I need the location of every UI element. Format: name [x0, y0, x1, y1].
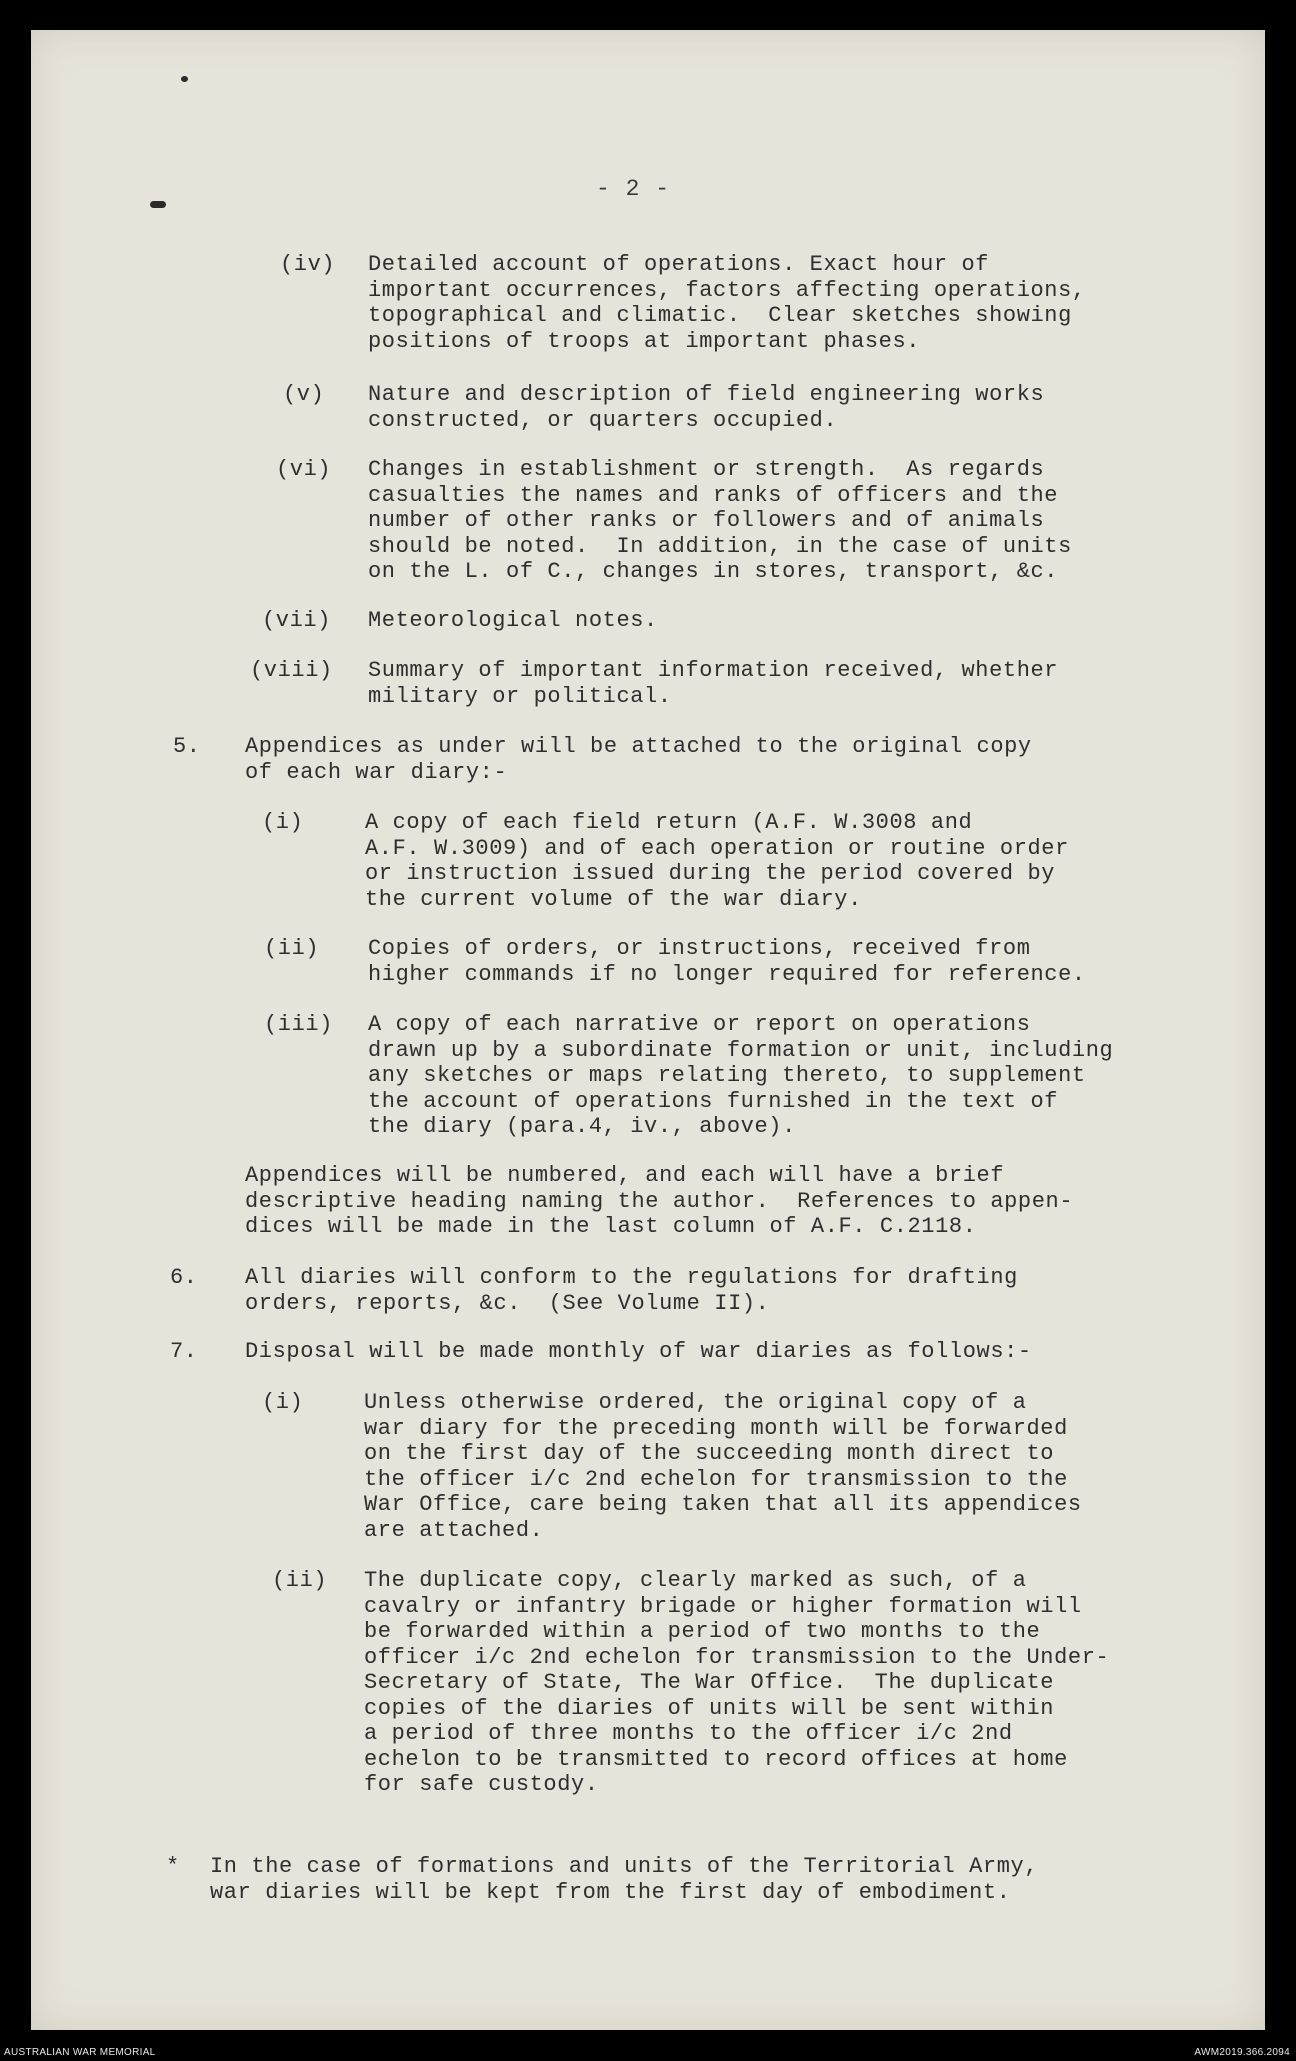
paragraph-line: war diary for the preceding month will be forwarded [364, 1415, 1068, 1441]
paragraph-line: Nature and description of field engineering works [368, 382, 1045, 407]
paragraph-line: A copy of each field return (A.F. W.3008 and [365, 810, 973, 835]
paragraph-line: cavalry or infantry brigade or higher formation will [364, 1593, 1082, 1619]
paragraph-line: officer i/c 2nd echelon for transmission to the Under- [364, 1644, 1110, 1670]
paragraph-line: number of other ranks or followers and of animals [368, 508, 1045, 533]
paragraph-line: Meteorological notes. [368, 608, 658, 633]
paragraph-label: (viii) [250, 658, 333, 683]
paragraph-line: orders, reports, &c. (See Volume II). [245, 1290, 770, 1316]
paragraph-line: descriptive heading naming the author. References to appen- [245, 1188, 1074, 1214]
paragraph-label: 6. [170, 1265, 198, 1290]
page-number: - 2 - [596, 176, 671, 202]
punch-hole-mark [150, 201, 166, 208]
paragraph-label: (iv) [280, 252, 336, 277]
paragraph-label: (i) [262, 1390, 304, 1415]
paragraph-line: Detailed account of operations. Exact hour of [368, 252, 990, 277]
punch-hole-mark [181, 76, 188, 82]
paragraph-line: any sketches or maps relating thereto, to supplement [368, 1063, 1086, 1088]
paragraph-line: War Office, care being taken that all its appendices [364, 1492, 1082, 1517]
footnote-line: In the case of formations and units of the Territorial Army, [210, 1854, 1039, 1879]
paragraph-line: Appendices will be numbered, and each will have a brief [245, 1163, 1005, 1188]
footnote-mark: * [166, 1854, 180, 1879]
paragraph-line: should be noted. In addition, in the case of units [368, 533, 1072, 559]
paragraph-line: drawn up by a subordinate formation or unit, including [368, 1037, 1114, 1063]
paragraph-line: constructed, or quarters occupied. [368, 407, 838, 433]
paragraph-line: casualties the names and ranks of officers and the [368, 482, 1059, 508]
paragraph-label: 7. [170, 1339, 198, 1364]
paragraph-line: are attached. [364, 1517, 544, 1543]
paragraph-line: the diary (para.4, iv., above). [368, 1114, 796, 1139]
paragraph-line: the officer i/c 2nd echelon for transmission to the [364, 1466, 1068, 1492]
paragraph-line: copies of the diaries of units will be sent within [364, 1695, 1055, 1721]
paragraph-label: (vi) [276, 457, 332, 482]
paragraph-line: Copies of orders, or instructions, received from [368, 936, 1031, 961]
paragraph-line: topographical and climatic. Clear sketches showing [368, 303, 1072, 328]
paragraph-label: (ii) [264, 936, 320, 961]
paragraph-label: (ii) [272, 1568, 328, 1593]
paragraph-line: or instruction issued during the period covered by [365, 861, 1056, 886]
paragraph-line: for safe custody. [364, 1772, 599, 1797]
paragraph-line: military or political. [368, 683, 672, 709]
paragraph-line: higher commands if no longer required for reference. [368, 961, 1086, 987]
footer-accession-number: AWM2019.366.2094 [1194, 2047, 1290, 2058]
paragraph-line: on the L. of C., changes in stores, transport, &c. [368, 559, 1059, 584]
paragraph-line: be forwarded within a period of two months to the [364, 1619, 1041, 1644]
paragraph-label: (vii) [262, 608, 332, 633]
paragraph-line: on the first day of the succeeding month direct to [364, 1441, 1055, 1466]
paragraph-line: Disposal will be made monthly of war diaries as follows:- [245, 1339, 1032, 1364]
paragraph-line: Summary of important information received, whether [368, 658, 1059, 683]
paragraph-label: (v) [283, 382, 325, 407]
paragraph-line: the current volume of the war diary. [365, 886, 862, 912]
paragraph-line: positions of troops at important phases. [368, 328, 921, 354]
paragraph-line: the account of operations furnished in the text of [368, 1088, 1059, 1114]
paragraph-line: Appendices as under will be attached to the original copy [245, 734, 1032, 759]
paragraph-line: Changes in establishment or strength. As regards [368, 457, 1045, 482]
footnote-line: war diaries will be kept from the first day of embodiment. [210, 1879, 1011, 1905]
paragraph-label: (iii) [264, 1012, 334, 1037]
paragraph-line: All diaries will conform to the regulations for drafting [245, 1265, 1018, 1290]
footer-institution: AUSTRALIAN WAR MEMORIAL [4, 2047, 156, 2058]
paragraph-line: Unless otherwise ordered, the original copy of a [364, 1390, 1027, 1415]
paragraph-line: Secretary of State, The War Office. The duplicate [364, 1670, 1055, 1695]
paragraph-line: echelon to be transmitted to record offices at home [364, 1746, 1068, 1772]
paragraph-line: a period of three months to the officer i/c 2nd [364, 1721, 1013, 1746]
paragraph-label: (i) [262, 810, 304, 835]
paragraph-line: A copy of each narrative or report on operations [368, 1012, 1031, 1037]
paragraph-line: A.F. W.3009) and of each operation or routine order [365, 835, 1069, 861]
paragraph-line: dices will be made in the last column of A.F. C.2118. [245, 1214, 977, 1239]
paragraph-line: The duplicate copy, clearly marked as such, of a [364, 1568, 1027, 1593]
paragraph-line: of each war diary:- [245, 759, 508, 785]
paragraph-label: 5. [173, 734, 201, 759]
paragraph-line: important occurrences, factors affecting operations, [368, 277, 1086, 303]
